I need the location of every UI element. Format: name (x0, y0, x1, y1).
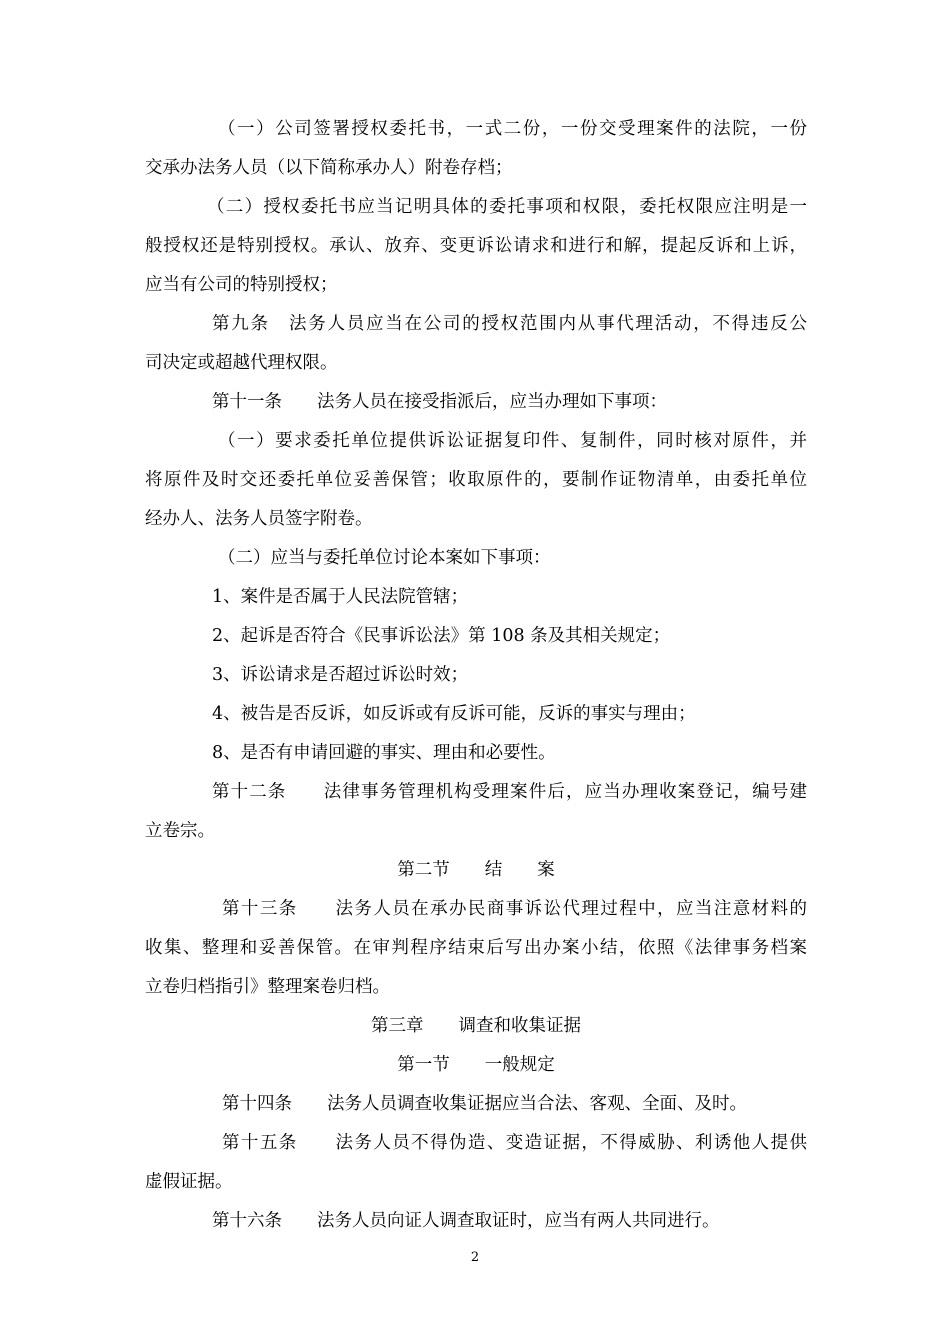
text-line: （二）应当与委托单位讨论本案如下事项： (218, 548, 551, 568)
text-line: 2、起诉是否符合《民事诉讼法》第 108 条及其相关规定； (212, 626, 671, 646)
section-heading: 第一节 一般规定 (397, 1055, 555, 1075)
text-line: 交承办法务人员（以下简称承办人）附卷存档； (145, 158, 513, 178)
text-line: 般授权还是特别授权。承认、放弃、变更诉讼请求和进行和解，提起反诉和上诉， (145, 236, 807, 256)
text-line: 4、被告是否反诉，如反诉或有反诉可能，反诉的事实与理由； (212, 704, 696, 724)
text-line: 3、诉讼请求是否超过诉讼时效； (212, 665, 469, 685)
page-number: 2 (470, 1250, 480, 1265)
text-line: 司决定或超越代理权限。 (145, 353, 338, 373)
text-line: 1、案件是否属于人民法院管辖； (212, 587, 469, 607)
text-line: 第九条 法务人员应当在公司的授权范围内从事代理活动，不得违反公 (212, 314, 807, 334)
text-line: 经办人、法务人员签字附卷。 (145, 509, 373, 529)
text-line: 第十四条 法务人员调查收集证据应当合法、客观、全面、及时。 (222, 1094, 747, 1114)
text-line: 立卷归档指引》整理案卷归档。 (145, 977, 390, 997)
text-line: 第十三条 法务人员在承办民商事诉讼代理过程中，应当注意材料的 (222, 899, 807, 919)
text-line: 立卷宗。 (145, 821, 215, 841)
text-line: （一）要求委托单位提供诉讼证据复印件、复制件，同时核对原件，并 (218, 431, 807, 451)
text-line: 第十六条 法务人员向证人调查取证时，应当有两人共同进行。 (212, 1211, 720, 1231)
text-line: 第十一条 法务人员在接受指派后，应当办理如下事项： (212, 392, 667, 412)
section-heading: 第二节 结 案 (397, 860, 555, 880)
text-line: （一）公司签署授权委托书，一式二份，一份交受理案件的法院，一份 (218, 119, 807, 139)
text-line: 将原件及时交还委托单位妥善保管；收取原件的，要制作证物清单，由委托单位 (145, 470, 807, 490)
text-line: 第十五条 法务人员不得伪造、变造证据，不得威胁、利诱他人提供 (222, 1133, 807, 1153)
text-line: 收集、整理和妥善保管。在审判程序结束后写出办案小结，依照《法律事务档案 (145, 938, 807, 958)
text-line: 虚假证据。 (145, 1172, 233, 1192)
text-line: 应当有公司的特别授权； (145, 275, 338, 295)
text-line: 8、是否有申请回避的事实、理由和必要性。 (212, 743, 556, 763)
text-line: 第十二条 法律事务管理机构受理案件后，应当办理收案登记，编号建 (212, 782, 807, 802)
text-line: （二）授权委托书应当记明具体的委托事项和权限，委托权限应注明是一 (207, 197, 807, 217)
chapter-heading: 第三章 调查和收集证据 (371, 1016, 581, 1036)
